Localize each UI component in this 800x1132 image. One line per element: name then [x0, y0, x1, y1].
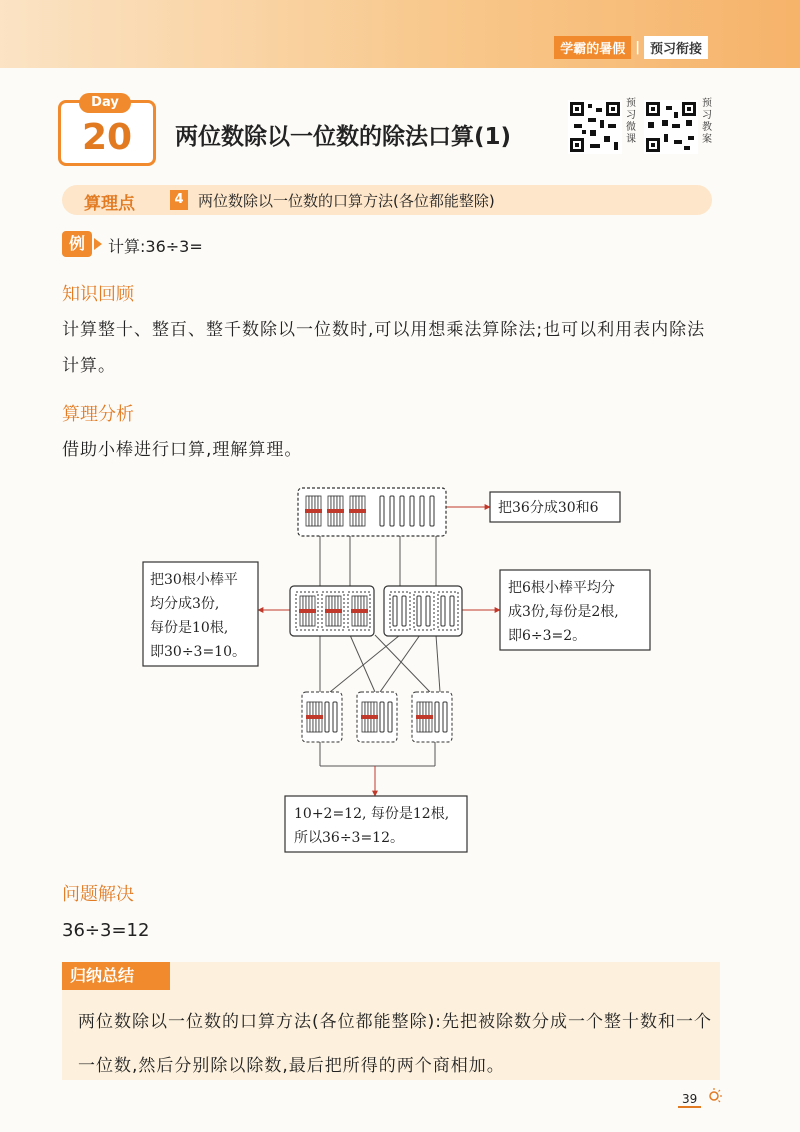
tens-line-4: 即30÷3=10。 — [150, 644, 246, 660]
tens-line-2: 均分成3份, — [150, 596, 220, 612]
sun-icon — [706, 1088, 722, 1104]
day-label: Day — [79, 93, 131, 113]
ones-line-1: 把6根小棒平均分 — [508, 580, 615, 596]
topic-number: 4 — [170, 190, 188, 210]
solution-heading: 问题解决 — [62, 884, 134, 905]
review-heading: 知识回顾 — [62, 284, 134, 305]
analysis-heading: 算理分析 — [62, 404, 134, 425]
tens-line-1: 把30根小棒平 — [150, 572, 238, 588]
example-text: 计算:36÷3= — [108, 237, 203, 256]
topic-label: 算理点 — [84, 194, 135, 214]
series-subtitle: 预习衔接 — [644, 36, 708, 59]
summary-text: 两位数除以一位数的口算方法(各位都能整除):先把被除数分成一个整十数和一个一位数,然后分别除以除数,最后把所得的两个商相加。 — [78, 1012, 712, 1076]
series-separator: | — [635, 39, 640, 55]
ones-line-2: 成3份,每份是2根, — [508, 604, 619, 620]
result-line-1: 10+2=12, 每份是12根, — [294, 806, 450, 822]
review-text: 计算整十、整百、整千数除以一位数时,可以用想乘法算除法;也可以利用表内除法计算。 — [62, 320, 706, 376]
page-title: 两位数除以一位数的除法口算(1) — [175, 124, 512, 150]
page-number: 39 — [678, 1092, 701, 1108]
result-line-2: 所以36÷3=12。 — [294, 830, 404, 846]
summary-tag: 归纳总结 — [62, 962, 170, 990]
qr-label-microlesson: 预习微课 — [626, 98, 636, 145]
solution-answer: 36÷3=12 — [62, 920, 150, 941]
day-number: 20 — [81, 117, 133, 158]
split-label: 把36分成30和6 — [498, 500, 599, 516]
topic-text: 两位数除以一位数的口算方法(各位都能整除) — [198, 192, 495, 210]
ones-line-3: 即6÷3=2。 — [508, 628, 587, 644]
tens-line-3: 每份是10根, — [150, 620, 229, 636]
series-name: 学霸的暑假 — [554, 36, 631, 59]
example-badge: 例 — [62, 231, 92, 257]
qr-label-lessonplan: 预习教案 — [702, 98, 712, 145]
analysis-text: 借助小棒进行口算,理解算理。 — [62, 440, 303, 460]
